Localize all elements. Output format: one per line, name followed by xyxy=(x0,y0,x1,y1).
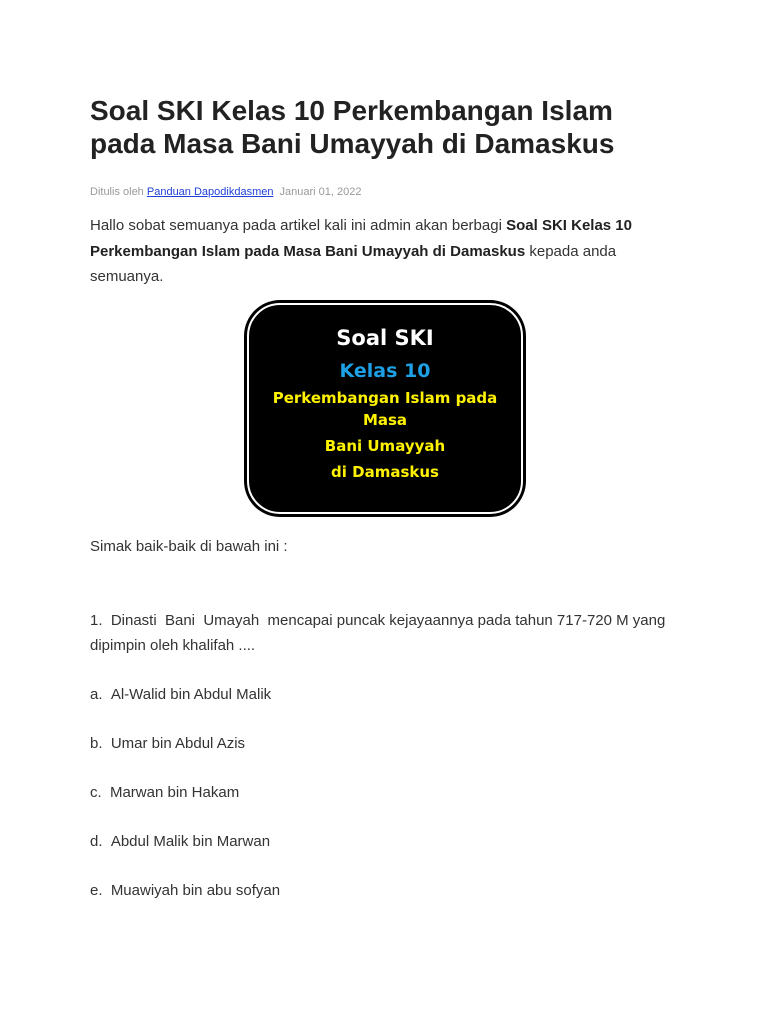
option-c xyxy=(90,780,680,805)
post-meta xyxy=(90,184,680,200)
option-a xyxy=(90,682,680,707)
post-title: Soal SKI Kelas 10 Perkembangan Islam pada Masa Bani Umayyah di Damaskus xyxy=(90,95,615,159)
intro-text-end: kepada anda semuanya. xyxy=(90,242,617,285)
written-by-label: Ditulis oleh xyxy=(90,186,144,198)
intro-bold-text: Soal SKI Kelas 10 Perkembangan Islam pada Masa Bani Umayyah di Damaskus xyxy=(90,217,632,260)
question-1 xyxy=(90,608,680,658)
option-letter: d. xyxy=(90,832,103,850)
intro-paragraph xyxy=(90,213,680,290)
post-date: Januari 01, 2022 xyxy=(279,186,362,198)
question-text: Dinasti Bani Umayah mencapai puncak kejayaannya pada tahun 717-720 M yang dipimpin oleh khalifah .... xyxy=(90,611,670,654)
option-text: Al-Walid bin Abdul Malik xyxy=(110,685,272,703)
cover-image-container xyxy=(90,300,680,517)
option-e xyxy=(90,878,680,903)
option-text: Umar bin Abdul Azis xyxy=(110,734,246,752)
option-b xyxy=(90,731,680,756)
option-letter: e. xyxy=(90,881,103,899)
instruction-text: Simak baik-baik di bawah ini : xyxy=(90,537,288,555)
author-link[interactable]: Panduan Dapodikdasmen xyxy=(146,186,274,198)
intro-text-start: Hallo sobat semuanya pada artikel kali ini admin akan berbagi xyxy=(90,217,502,234)
option-text: Abdul Malik bin Marwan xyxy=(110,832,271,850)
blog-post xyxy=(90,0,680,903)
cover-topic-line: Bani Umayyah xyxy=(324,437,446,455)
answer-options xyxy=(90,682,680,903)
option-d xyxy=(90,829,680,854)
cover-topic-line: Perkembangan Islam pada xyxy=(272,389,498,407)
option-letter: b. xyxy=(90,734,103,752)
cover-class-label: Kelas 10 xyxy=(339,360,431,382)
option-text: Muawiyah bin abu sofyan xyxy=(110,881,281,899)
option-letter: c. xyxy=(90,783,102,801)
question-number: 1. xyxy=(90,611,103,629)
cover-heading: Soal SKI xyxy=(336,326,434,350)
option-letter: a. xyxy=(90,685,103,703)
option-text: Marwan bin Hakam xyxy=(109,783,240,801)
cover-topic-line: Masa xyxy=(362,411,408,429)
cover-image xyxy=(244,300,526,517)
cover-topic-line: di Damaskus xyxy=(331,463,439,481)
